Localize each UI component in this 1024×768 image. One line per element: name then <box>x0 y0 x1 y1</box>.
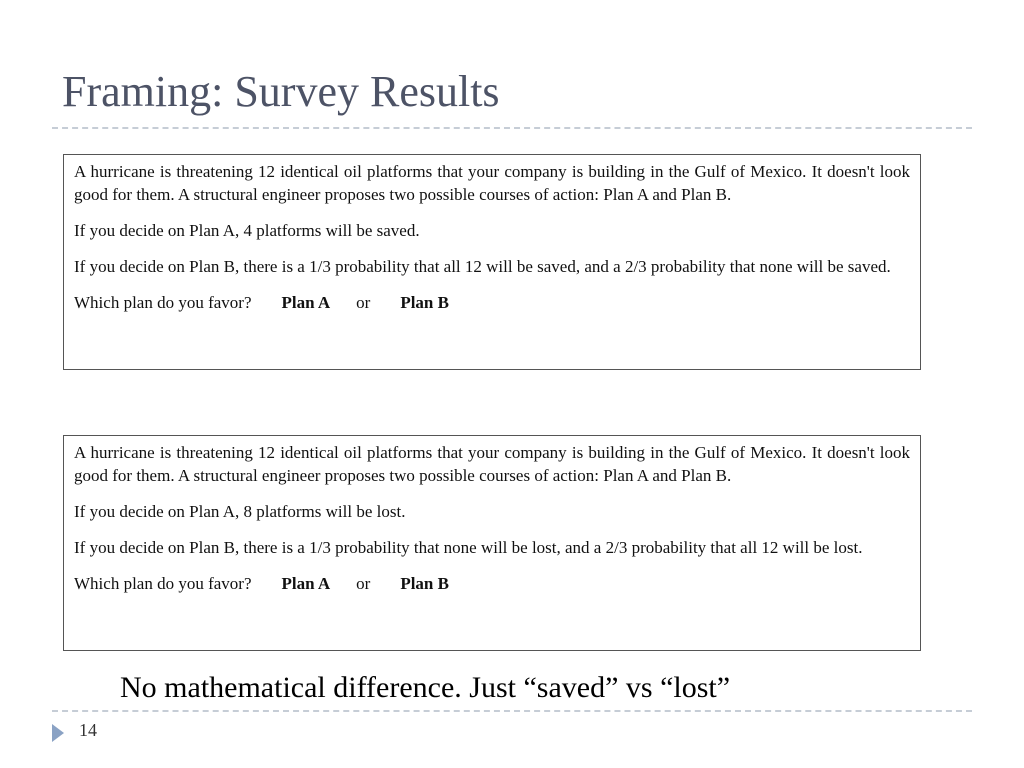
question-line <box>74 291 910 314</box>
choice-plan-b: Plan B <box>400 574 449 593</box>
plan-b-description: If you decide on Plan B, there is a 1/3 probability that none will be lost, and a 2/3 probability that all 12 will be lost. <box>74 538 863 557</box>
title-divider <box>52 127 972 129</box>
conclusion-text: No mathematical difference. Just “saved” vs “lost” <box>120 671 731 704</box>
question-text: Which plan do you favor? <box>74 293 252 312</box>
scenario-intro: A hurricane is threatening 12 identical oil platforms that your company is building in the Gulf of Mexico. It doesn't look good for them. A structural engineer proposes two possible courses of action: Plan A and Plan B. <box>74 162 910 204</box>
plan-b-description: If you decide on Plan B, there is a 1/3 probability that all 12 will be saved, and a 2/3 probability that none will be saved. <box>74 257 891 276</box>
question-line <box>74 572 910 595</box>
choice-plan-a: Plan A <box>281 574 331 593</box>
choice-plan-a: Plan A <box>281 293 331 312</box>
choice-separator: or <box>356 293 371 312</box>
page-number: 14 <box>79 720 97 740</box>
choice-plan-b: Plan B <box>400 293 449 312</box>
question-text: Which plan do you favor? <box>74 574 252 593</box>
survey-box-saved-framing <box>63 154 921 370</box>
triangle-right-icon <box>52 724 64 742</box>
survey-box-lost-framing <box>63 435 921 651</box>
choice-separator: or <box>356 574 371 593</box>
footer-divider <box>52 710 972 712</box>
plan-a-description: If you decide on Plan A, 4 platforms will be saved. <box>74 221 420 240</box>
plan-a-description: If you decide on Plan A, 8 platforms will be lost. <box>74 502 406 521</box>
slide-title: Framing: Survey Results <box>62 67 500 116</box>
scenario-intro: A hurricane is threatening 12 identical oil platforms that your company is building in the Gulf of Mexico. It doesn't look good for them. A structural engineer proposes two possible courses of action: Plan A and Plan B. <box>74 443 910 485</box>
